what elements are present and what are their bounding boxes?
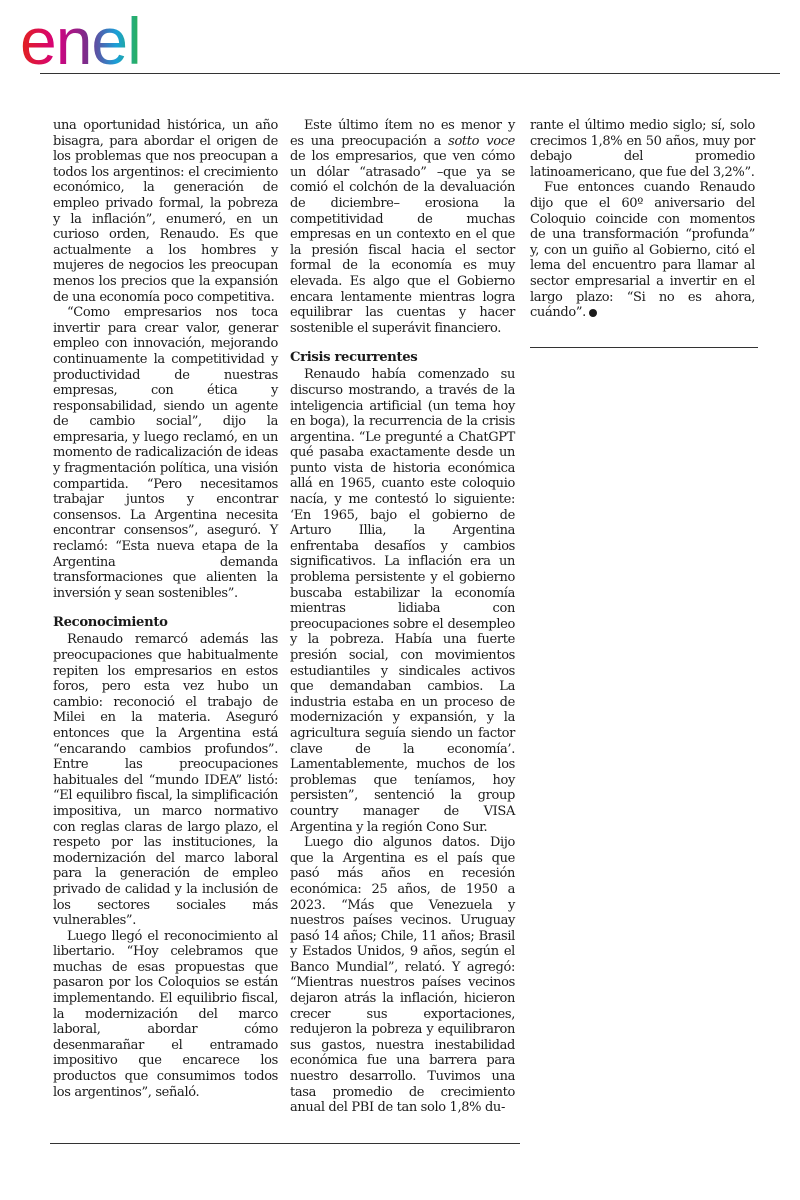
paragraph: rante el último medio siglo; sí, solo crecimos 1,8% en 50 años, muy por debajo del promedio latinoamericano, que fue del 3,2%”. [530, 118, 755, 180]
paragraph: Renaudo remarcó además las preocupaciones que habitualmente repiten los empresarios en estos foros, pero esta vez hubo un cambio: reconoció el trabajo de Milei en la materia. Aseguró entonces que la Argentina está “encarando cambios profundos”. Entre las preocupaciones habituales del “mundo IDEA” listó: “El equilibro fiscal, la simplificación impositiva, un marco normativo con reglas claras de largo plazo, el respeto por las instituciones, la modernización del marco laboral para la generación de empleo privado de calidad y la inclusión de los sectores sociales más vulnerables”. [53, 632, 278, 929]
article-column-2 [290, 118, 515, 1116]
footer-rule [50, 1143, 520, 1144]
enel-logo [18, 8, 198, 72]
end-of-article-mark [589, 309, 597, 317]
paragraph: una oportunidad histórica, un año bisagra, para abordar el origen de los problemas que nos preocupan a todos los argentinos: el crecimiento económico, la generación de empleo privado formal, la pobreza y la inflación”, enumeró, en un curioso orden, Renaudo. Es que actualmente a los hombres y mujeres de negocios les preocupan menos los precios que la expansión de una economía poco competitiva. [53, 118, 278, 305]
italic-phrase: sotto voce [448, 133, 515, 149]
paragraph: “Como empresarios nos toca invertir para crear valor, generar empleo con innovación, mejorando continuamente la competitividad y productividad de nuestras empresas, con ética y responsabilidad, siendo un agente de cambio social”, dijo la empresaria, y luego reclamó, en un momento de radicalización de ideas y fragmentación política, una visión compartida. “Pero necesitamos trabajar juntos y encontrar consensos. La Argentina necesita encontrar consensos”, aseguró. Y reclamó: “Esta nueva etapa de la Argentina demanda transformaciones que alienten la inversión y sean sostenibles”. [53, 305, 278, 601]
subheading-reconocimiento: Reconocimiento [53, 615, 168, 631]
paragraph: Luego llegó el reconocimiento al libertario. “Hoy celebramos que muchas de esas propuestas que pasaron por los Coloquios se están implementando. El equilibrio fiscal, la modernización del marco laboral, abordar cómo desenmarañar el entramado impositivo que encarece los productos que consumimos todos los argentinos”, señaló. [53, 928, 278, 1100]
logo-text: enel [20, 8, 141, 72]
column-end-rule [530, 347, 758, 348]
article-column-1 [53, 118, 278, 1100]
paragraph: Luego dio algunos datos. Dijo que la Argentina es el país que pasó más años en recesión económica: 25 años, de 1950 a 2023. “Más que Venezuela y nuestros países vecinos. Uruguay pasó 14 años; Chile, 11 años; Brasil y Estados Unidos, 9 años, según el Banco Mundial”, relató. Y agregó: “Mientras nuestros países vecinos dejaron atrás la inflación, hicieron crecer sus exportaciones, redujeron la pobreza y equilibraron sus gastos, nuestra inestabilidad económica fue una barrera para nuestro desarrollo. Tuvimos una tasa promedio de crecimiento anual del PBI de tan solo 1,8% du- [290, 835, 515, 1116]
paragraph: Fue entonces cuando Renaudo dijo que el 60º aniversario del Coloquio coincide con momentos de una transformación “profunda” y, con un guiño al Gobierno, citó el lema del encuentro para llamar al sector empresarial a invertir en el largo plazo: “Si no es ahora, cuándo”. [530, 180, 755, 321]
paragraph: Renaudo había comenzado su discurso mostrando, a través de la inteligencia artificial (un tema hoy en boga), la recurrencia de la crisis argentina. “Le pregunté a ChatGPT qué pasaba exactamente desde un punto vista de historia económica allá en 1965, cuanto este coloquio nacía, y me contestó lo siguiente: ‘En 1965, bajo el gobierno de Arturo Illia, la Argentina enfrentaba desafíos y cambios significativos. La inflación era un problema persistente y el gobierno buscaba estabilizar la economía mientras lidiaba con preocupaciones sobre el desempleo y la pobreza. Había una fuerte presión social, con movimientos estudiantiles y sindicales activos que demandaban cambios. La industria estaba en un proceso de modernización y expansión, y la agricultura seguía siendo un factor clave de la economía’. Lamentablemente, muchos de los problemas que teníamos, hoy persisten”, sentenció la group country manager de VISA Argentina y la región Cono Sur. [290, 367, 515, 835]
paragraph: Este último ítem no es menor y es una preocupación a sotto voce de los empresarios, que ven cómo un dólar “atrasado” –que ya se comió el colchón de la devaluación de diciembre– erosiona la competitividad de muchas empresas en un contexto en el que la presión fiscal hacia el sector formal de la economía es muy elevada. Es algo que el Gobierno encara lentamente mientras logra equilibrar las cuentas y hacer sostenible el superávit financiero. [290, 118, 515, 336]
article-column-3 [530, 118, 755, 321]
header-rule [40, 73, 780, 74]
subheading-crisis-recurrentes: Crisis recurrentes [290, 350, 418, 366]
